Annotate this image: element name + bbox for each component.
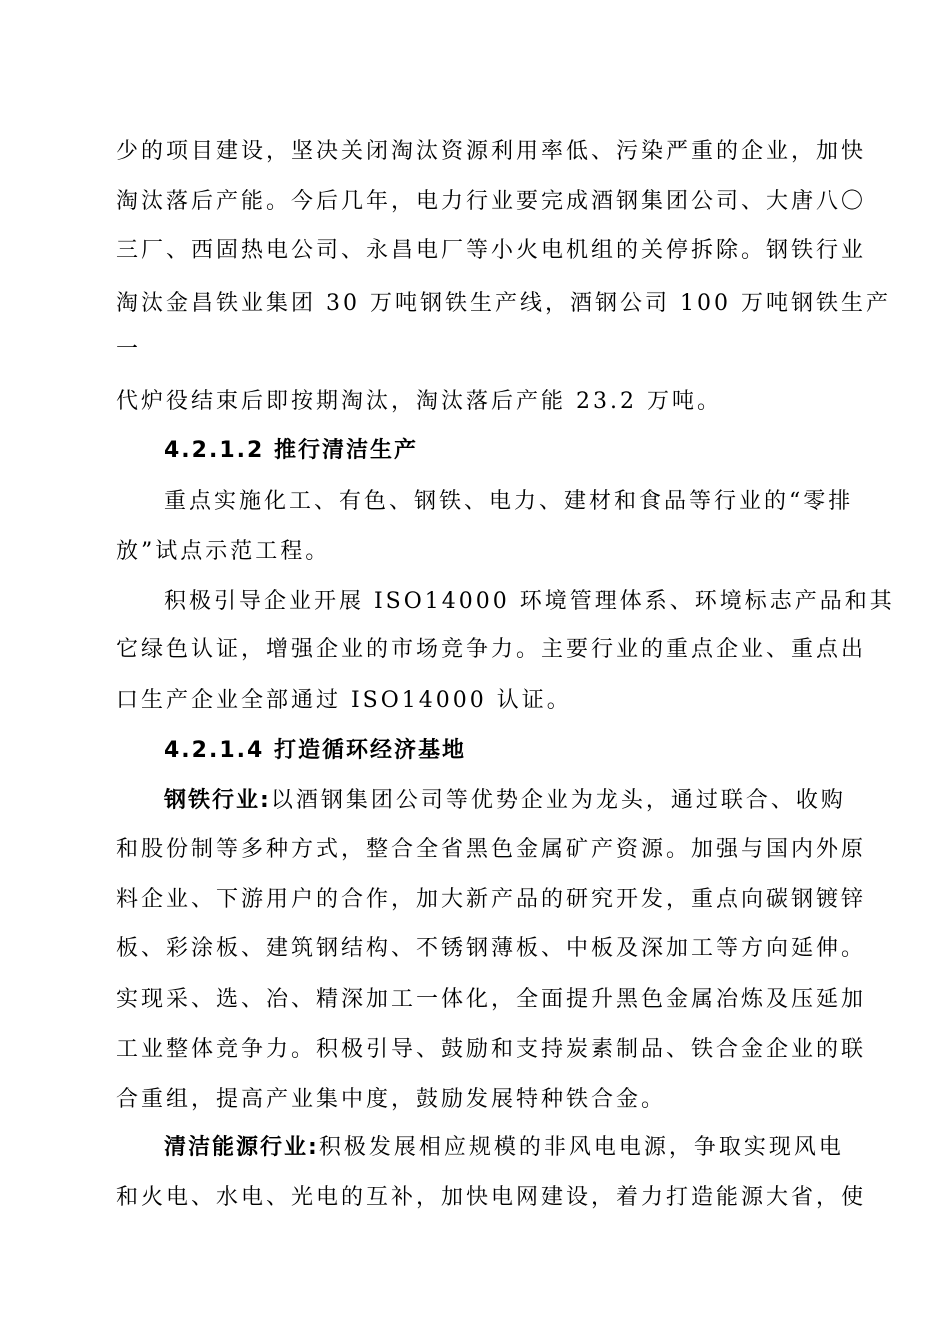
paragraph-line: 和股份制等多种方式，整合全省黑色金属矿产资源。加强与国内外原: [116, 837, 867, 862]
paragraph-line: 和火电、水电、光电的互补，加快电网建设，着力打造能源大省，使: [116, 1185, 867, 1210]
paragraph-line: 合重组，提高产业集中度，鼓励发展特种铁合金。: [116, 1087, 667, 1112]
paragraph-line: 它绿色认证，增强企业的市场竞争力。主要行业的重点企业、重点出: [116, 637, 867, 662]
paragraph-line: 三厂、西固热电公司、永昌电厂等小火电机组的关停拆除。钢铁行业: [116, 238, 867, 263]
paragraph-line: 口生产企业全部通过 ISO14000 认证。: [116, 688, 572, 713]
paragraph-line: 工业整体竞争力。积极引导、鼓励和支持炭素制品、铁合金企业的联: [116, 1037, 867, 1062]
paragraph-line: 实现采、选、冶、精深加工一体化，全面提升黑色金属冶炼及压延加: [116, 987, 867, 1012]
paragraph-line: 淘汰落后产能。今后几年，电力行业要完成酒钢集团公司、大唐八〇: [116, 189, 867, 214]
paragraph-lead: 钢铁行业:: [164, 788, 271, 813]
section-heading: 4.2.1.2 推行清洁生产: [164, 438, 418, 463]
paragraph-line: 一: [116, 337, 142, 362]
paragraph-text: 以酒钢集团公司等优势企业为龙头，通过联合、收购: [270, 788, 846, 813]
paragraph-line: [164, 1134, 844, 1162]
paragraph-lead: 清洁能源行业:: [164, 1135, 319, 1160]
paragraph-text: 积极发展相应规模的非风电电源，争取实现风电: [318, 1135, 844, 1160]
paragraph-line: 板、彩涂板、建筑钢结构、不锈钢薄板、中板及深加工等方向延伸。: [116, 936, 867, 961]
paragraph-line: 少的项目建设，坚决关闭淘汰资源利用率低、污染严重的企业，加快: [116, 139, 867, 164]
section-heading: 4.2.1.4 打造循环经济基地: [164, 738, 466, 763]
paragraph-line: 积极引导企业开展 ISO14000 环境管理体系、环境标志产品和其: [164, 589, 895, 614]
paragraph-line: 放”试点示范工程。: [116, 539, 331, 564]
paragraph-line: 料企业、下游用户的合作，加大新产品的研究开发，重点向碳钢镀锌: [116, 887, 867, 912]
paragraph-line: 重点实施化工、有色、钢铁、电力、建材和食品等行业的“零排: [164, 489, 854, 514]
paragraph-line: 代炉役结束后即按期淘汰，淘汰落后产能 23.2 万吨。: [116, 389, 722, 414]
paragraph-line: [164, 787, 846, 815]
paragraph-line: 淘汰金昌铁业集团 30 万吨钢铁生产线，酒钢公司 100 万吨钢铁生产: [116, 291, 891, 316]
